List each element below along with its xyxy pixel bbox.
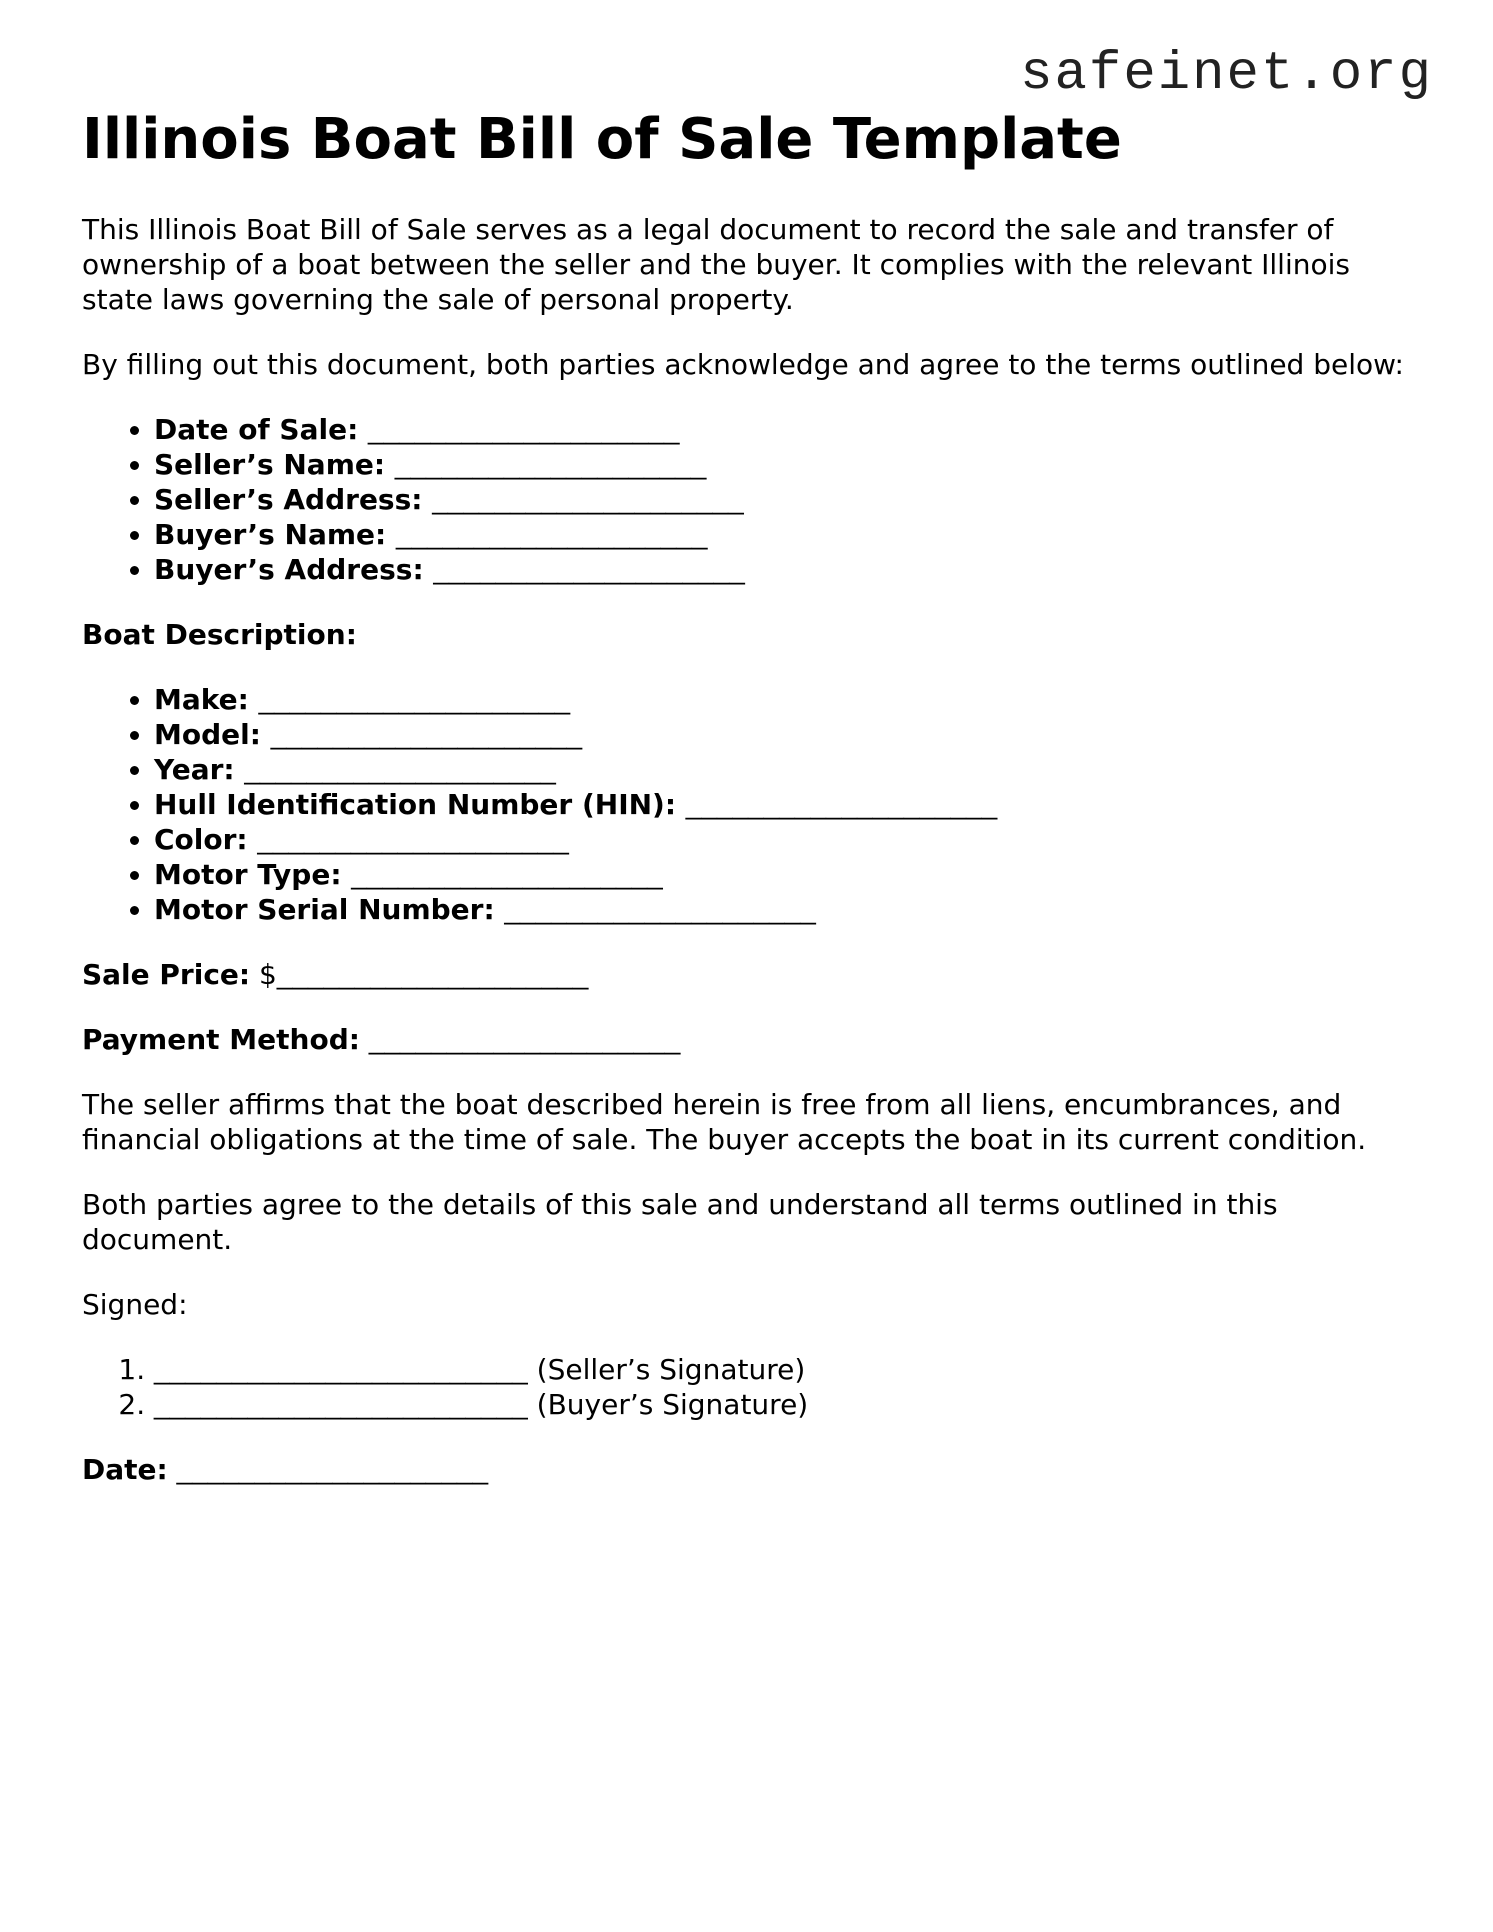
sale-price-line (82, 957, 1422, 992)
field-label: Seller’s Name: (154, 448, 386, 482)
list-item (154, 412, 1422, 447)
blank-line: ____________________ (257, 824, 569, 856)
document-title: Illinois Boat Bill of Sale Template (82, 107, 1122, 172)
watermark-text: safeinet.org (1020, 44, 1433, 105)
date-line (82, 1452, 1422, 1487)
affirmation-paragraph: The seller affirms that the boat described herein is free from all liens, encumbrances, and financial obligations at the time of sale. The buyer accepts the boat in its current condition. (82, 1088, 1367, 1157)
field-label: Color: (154, 823, 248, 857)
list-item (154, 447, 1422, 482)
blank-line: ____________________ (258, 684, 571, 716)
list-item (154, 752, 1422, 787)
signature-role: (Buyer’s Signature) (536, 1388, 809, 1422)
field-label: Make: (154, 683, 249, 717)
signature-blank-line: ________________________ (154, 1389, 528, 1421)
payment-method-line (82, 1022, 1422, 1057)
field-label: Buyer’s Address: (154, 553, 424, 587)
field-label: Date of Sale: (154, 413, 359, 447)
blank-line: ____________________ (368, 414, 680, 446)
blank-line: ____________________ (270, 719, 583, 751)
agreement-paragraph: Both parties agree to the details of this sale and understand all terms outlined in this document. (82, 1188, 1278, 1257)
list-item (154, 892, 1422, 927)
blank-line: ____________________ (433, 554, 745, 586)
sale-price-label: Sale Price: (82, 958, 251, 992)
document-page (82, 108, 1422, 1517)
blank-line: ____________________ (276, 959, 589, 991)
acknowledge-paragraph: By filling out this document, both parties acknowledge and agree to the terms outlined below: (82, 348, 1404, 382)
intro-paragraph: This Illinois Boat Bill of Sale serves as a legal document to record the sale and transfer of ownership of a boat between the seller and the buyer. It complies with the relevant Illinois state laws governing the sale of personal property. (82, 213, 1350, 317)
list-item (154, 857, 1422, 892)
signature-role: (Seller’s Signature) (536, 1353, 806, 1387)
blank-line: ____________________ (351, 859, 663, 891)
signed-label: Signed: (82, 1288, 188, 1322)
boat-fields-list (82, 682, 1422, 927)
list-item (154, 682, 1422, 717)
blank-line: ____________________ (685, 789, 998, 821)
list-item (154, 1387, 1422, 1422)
blank-line: ____________________ (176, 1454, 489, 1486)
field-label: Buyer’s Name: (154, 518, 387, 552)
payment-method-label: Payment Method: (82, 1023, 360, 1057)
field-label: Model: (154, 718, 261, 752)
list-item (154, 822, 1422, 857)
date-label: Date: (82, 1453, 168, 1487)
list-item (154, 552, 1422, 587)
boat-description-heading: Boat Description: (82, 618, 357, 652)
list-item (154, 1352, 1422, 1387)
field-label: Seller’s Address: (154, 483, 423, 517)
blank-line: ____________________ (396, 519, 708, 551)
blank-line: ____________________ (244, 754, 556, 786)
parties-list (82, 412, 1422, 587)
list-item (154, 482, 1422, 517)
currency-symbol: $ (259, 958, 277, 992)
list-item (154, 717, 1422, 752)
blank-line: ____________________ (394, 449, 707, 481)
field-label: Year: (154, 753, 235, 787)
blank-line: ____________________ (504, 894, 816, 926)
field-label: Motor Serial Number: (154, 893, 495, 927)
list-item (154, 517, 1422, 552)
blank-line: ____________________ (432, 484, 744, 516)
signature-blank-line: ________________________ (154, 1354, 528, 1386)
field-label: Motor Type: (154, 858, 342, 892)
signature-list (82, 1352, 1422, 1422)
field-label: Hull Identification Number (HIN): (154, 788, 677, 822)
blank-line: ____________________ (368, 1024, 681, 1056)
list-item (154, 787, 1422, 822)
